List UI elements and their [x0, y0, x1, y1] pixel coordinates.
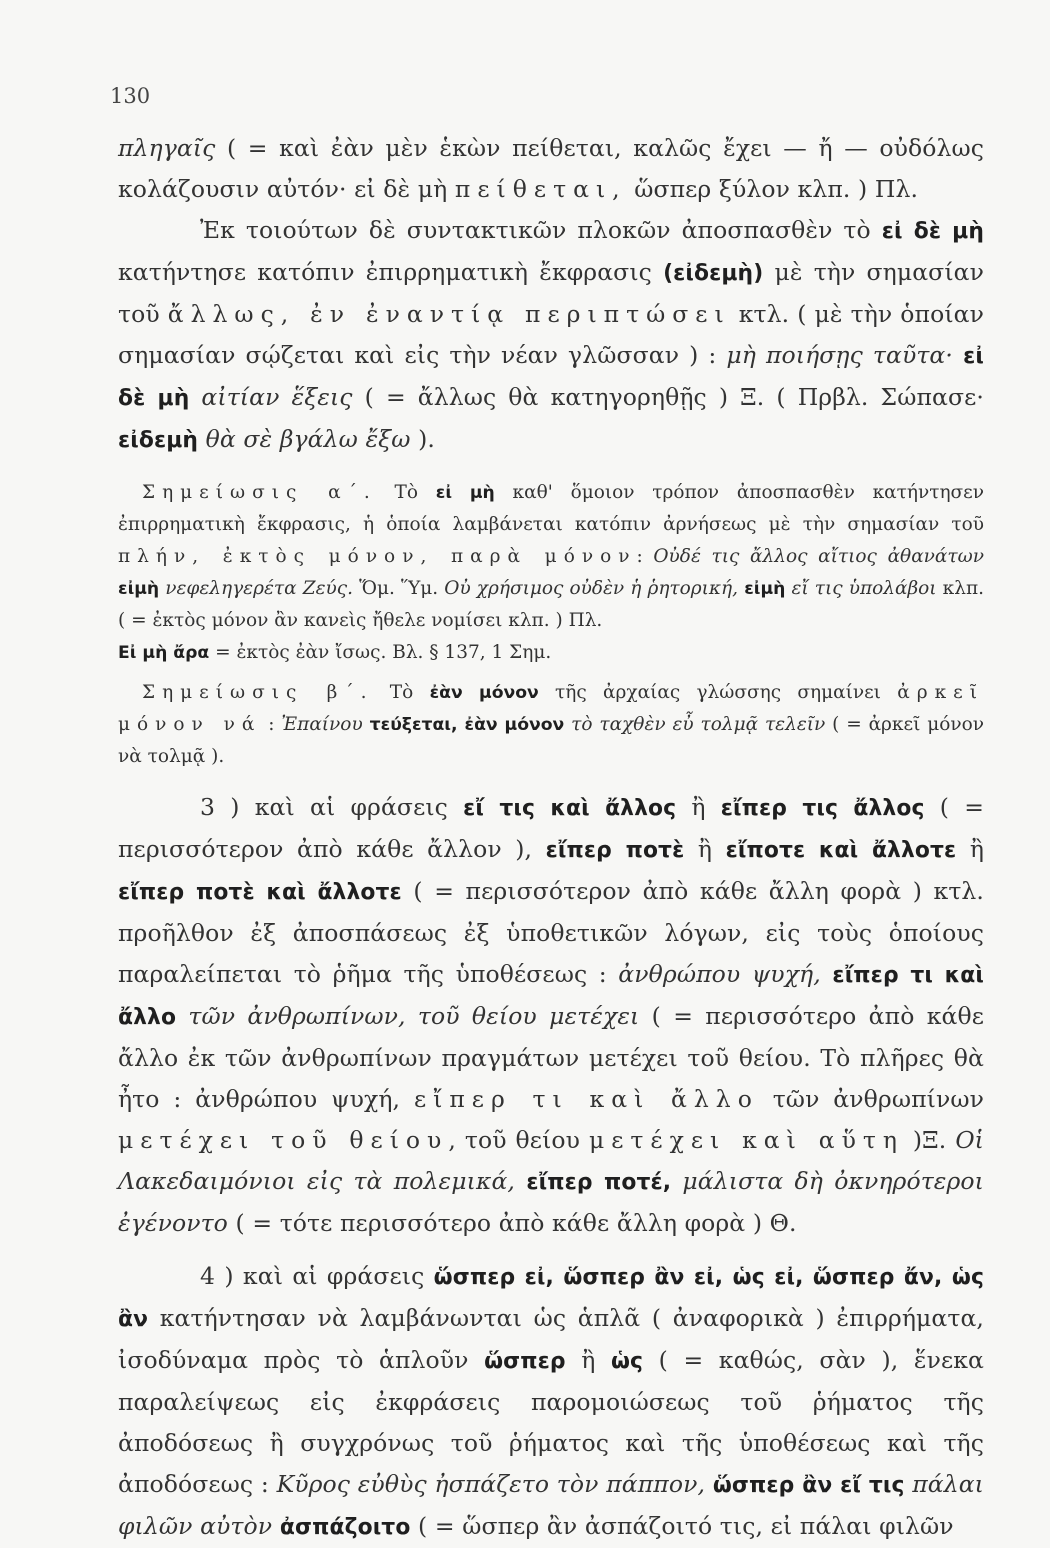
- spaced-text: ἄλλως, ἐν ἐναντίᾳ περιπτώσει: [167, 300, 731, 328]
- bold-term: εἴπερ ποτὲ καὶ ἄλλοτε: [118, 880, 402, 905]
- text-run: ἢ: [676, 793, 721, 821]
- text-run: Ἐκ τοιούτων δὲ συντακτικῶν πλοκῶν ἀποσπασθὲν τὸ: [200, 216, 882, 244]
- italic-text: ἀνθρώπου ψυχή,: [618, 960, 821, 988]
- text-run: ).: [410, 425, 435, 453]
- italic-text: μὴ ποιήσῃς ταῦτα·: [726, 341, 953, 369]
- paragraph-ei-de-me: [118, 210, 984, 461]
- text-run: 4 ) καὶ αἱ φράσεις: [200, 1262, 434, 1290]
- bold-term: τεύξεται, ἐὰν μόνον: [362, 715, 565, 735]
- bold-term: εἴπερ ποτέ,: [515, 1170, 672, 1195]
- bold-term: εἴποτε καὶ ἄλλοτε: [725, 838, 957, 863]
- spaced-text: πείθεται,: [454, 175, 627, 203]
- italic-text: Ἐπαίνου: [281, 714, 363, 735]
- section-4-paragraph: [118, 1256, 984, 1548]
- bold-term: ὥσπερ ἂν εἴ τις: [705, 1473, 905, 1498]
- bold-term: ἀσπάζοιτο: [272, 1515, 411, 1540]
- note-beta: [118, 677, 984, 773]
- section-3-paragraph: [118, 787, 984, 1244]
- bold-term: ὡς: [610, 1349, 644, 1374]
- bold-term: εἴπερ ποτὲ: [545, 838, 685, 863]
- text-run: ἢ: [956, 835, 985, 863]
- text-run: ( = περισσότερον ἀπὸ κάθε ἄλλη φορὰ ) κτλ. προῆλθον ἐξ ἀποσπάσεως ἐξ ὑποθετικῶν λόγων, εἰς τοὺς ὁποίους παραλείπεται τὸ ῥῆμα τῆς ὑποθέσεως :: [118, 877, 984, 988]
- text-run: καθ' ὅμοιον τρόπον ἀποσπασθὲν κατήντησεν ἐπιρρηματικὴ ἔκφρασις, ἡ ὁποία λαμβάνεται κατόπιν ἀρνήσεως μὲ τὴν σημασίαν τοῦ: [118, 482, 984, 535]
- text-run: ( = ὥσπερ ἂν ἀσπάζοιτό τις, εἰ πάλαι φιλῶν: [410, 1512, 954, 1540]
- italic-text: αἰτίαν ἕξεις: [189, 383, 353, 411]
- text-run: = ἐκτὸς ἐὰν ἴσως. Βλ. § 137, 1 Σημ.: [209, 642, 552, 663]
- text-run: ( = ἄλλως θὰ κατηγορηθῇς ) Ξ. ( Πρβλ. Σώπασε·: [352, 383, 984, 411]
- text-run: κατήντησε κατόπιν ἐπιρρηματικὴ ἔκφρασις: [118, 258, 664, 286]
- spaced-text: πλήν, ἐκτὸς μόνον, παρὰ μόνον: [118, 546, 637, 567]
- notes-block: [118, 477, 984, 773]
- spaced-text: μετέχει τοῦ θείου: [118, 1126, 449, 1154]
- bold-term: εἴπερ τις ἄλλος: [720, 796, 925, 821]
- bold-term: ὥσπερ: [484, 1349, 566, 1374]
- bold-term: εἴ τις καὶ ἄλλος: [463, 796, 677, 821]
- bold-term: εἰ μὴ: [435, 483, 495, 503]
- italic-text: τὸ ταχθὲν εὖ τολμᾷ τελεῖν: [564, 714, 826, 735]
- page-number: 130: [110, 84, 151, 108]
- text-run: 3 ) καὶ αἱ φράσεις: [200, 793, 464, 821]
- bold-term: εἰ δὲ μὴ: [118, 344, 984, 411]
- italic-text: Οἱ Λακεδαιμόνιοι εἰς τὰ πολεμικά,: [118, 1126, 984, 1195]
- text-run: κλπ. ( = ἐκτὸς μόνον ἂν κανεὶς ἤθελε νομίσει κλπ. ) Πλ.: [118, 578, 984, 631]
- text-run: ( = περισσότερο ἀπὸ κάθε ἄλλο ἐκ τῶν ἀνθρωπίνων πραγμάτων μετέχει τοῦ θείου. Τὸ πλῆρες θὰ ἦτο : ἀνθρώπου ψυχή,: [118, 1002, 984, 1113]
- italic-text: μάλιστα δὴ ὀκνηρότεροι ἐγένοντο: [118, 1167, 984, 1237]
- bold-term: ἐὰν μόνον: [429, 683, 539, 703]
- text-run: ὥσπερ ξύλον κλπ. ) Πλ.: [626, 175, 919, 203]
- bold-term: (εἰδεμὴ): [663, 261, 764, 286]
- bold-term: εἴπερ τι καὶ ἄλλο: [118, 963, 984, 1030]
- note-heading: Σημείωσις α΄.: [142, 482, 377, 503]
- text-run: ( = περισσότερον ἀπὸ κάθε ἄλλον ),: [118, 793, 984, 863]
- text-run: Τὸ: [376, 482, 436, 503]
- text-run: ἢ: [684, 835, 726, 863]
- italic-text: εἴ τις ὑπολάβοι: [785, 578, 937, 599]
- text-run: )Ξ.: [903, 1126, 956, 1154]
- italic-text: Κῦρος εὐθὺς ἠσπάζετο τὸν πάππον,: [276, 1470, 706, 1498]
- text-run: ( = τότε περισσότερο ἀπὸ κάθε ἄλλη φορὰ ) Θ.: [227, 1209, 797, 1237]
- spaced-text: ἀρκεῖ μόνον νά: [118, 682, 984, 735]
- text-run: τῆς ἀρχαίας γλώσσης σημαίνει: [538, 682, 898, 703]
- text-run: :: [636, 546, 654, 567]
- italic-text: πάλαι φιλῶν αὐτὸν: [118, 1470, 984, 1540]
- bold-term: εἰμὴ: [738, 579, 786, 599]
- italic-text: Οὐδέ τις ἄλλος αἴτιος ἀθανάτων: [653, 546, 984, 567]
- bold-term: εἰμὴ: [118, 579, 160, 599]
- spaced-text: μετέχει καὶ αὕτη: [588, 1126, 904, 1154]
- text-run: Ὅμ. Ὕμ.: [353, 578, 445, 599]
- italic-text: νεφεληγερέτα Ζεύς.: [159, 578, 354, 599]
- text-run: ἢ: [565, 1346, 611, 1374]
- bold-term: εἰδεμὴ: [118, 428, 199, 453]
- text-run: κτλ. ( μὲ τὴν ὁποίαν σημασίαν σῴζεται καὶ εἰς τὴν νέαν γλῶσσαν ) :: [118, 300, 984, 369]
- note-alpha: [118, 477, 984, 669]
- page-body: [118, 128, 984, 1548]
- text-run: κατήντησαν νὰ λαμβάνωνται ὡς ἁπλᾶ ( ἀναφορικὰ ) ἐπιρρήματα, ἰσοδύναμα πρὸς τὸ ἁπλοῦν: [118, 1304, 984, 1374]
- italic-text: τῶν ἀνθρωπίνων, τοῦ θείου μετέχει: [176, 1002, 640, 1030]
- italic-text: πληγαῖς: [118, 134, 216, 162]
- text-run: ( = καθώς, σὰν ), ἕνεκα παραλείψεως εἰς ἐκφράσεις παρομοιώσεως τοῦ ῥήματος τῆς ἀποδόσεως ἢ συγχρόνως τοῦ ῥήματος καὶ τῆς ὑποθέσεως καὶ τῆς ἀποδόσεως :: [118, 1346, 984, 1498]
- text-run: ( = καὶ ἐὰν μὲν ἑκὼν πείθεται, καλῶς ἔχει — ἤ — οὐδόλως κολάζουσιν αὐτόν· εἰ δὲ μὴ: [118, 134, 984, 203]
- text-run: , τοῦ θείου: [448, 1126, 589, 1154]
- spaced-text: εἴπερ τι καὶ ἄλλο: [413, 1085, 759, 1113]
- text-run: τῶν ἀνθρωπίνων: [758, 1085, 984, 1113]
- bold-term: εἰ δὲ μὴ: [881, 219, 984, 244]
- italic-text: Οὐ χρήσιμος οὐδὲν ἡ ῥητορική,: [444, 578, 739, 599]
- italic-text: θὰ σὲ βγάλω ἔξω: [198, 425, 411, 453]
- text-run: Τὸ: [373, 682, 430, 703]
- paragraph-continuation: [118, 128, 984, 210]
- text-run: μὲ τὴν σημασίαν τοῦ: [118, 258, 984, 328]
- bold-term: ὥσπερ εἰ, ὥσπερ ἂν εἰ, ὡς εἰ, ὥσπερ ἄν, ὡς ἂν: [118, 1265, 984, 1332]
- text-run: ( = ἀρκεῖ μόνον νὰ τολμᾷ ).: [118, 714, 984, 767]
- note-heading: Σημείωσις β΄.: [142, 682, 374, 703]
- bold-term: Εἰ μὴ ἄρα: [118, 643, 210, 663]
- text-run: :: [261, 714, 282, 735]
